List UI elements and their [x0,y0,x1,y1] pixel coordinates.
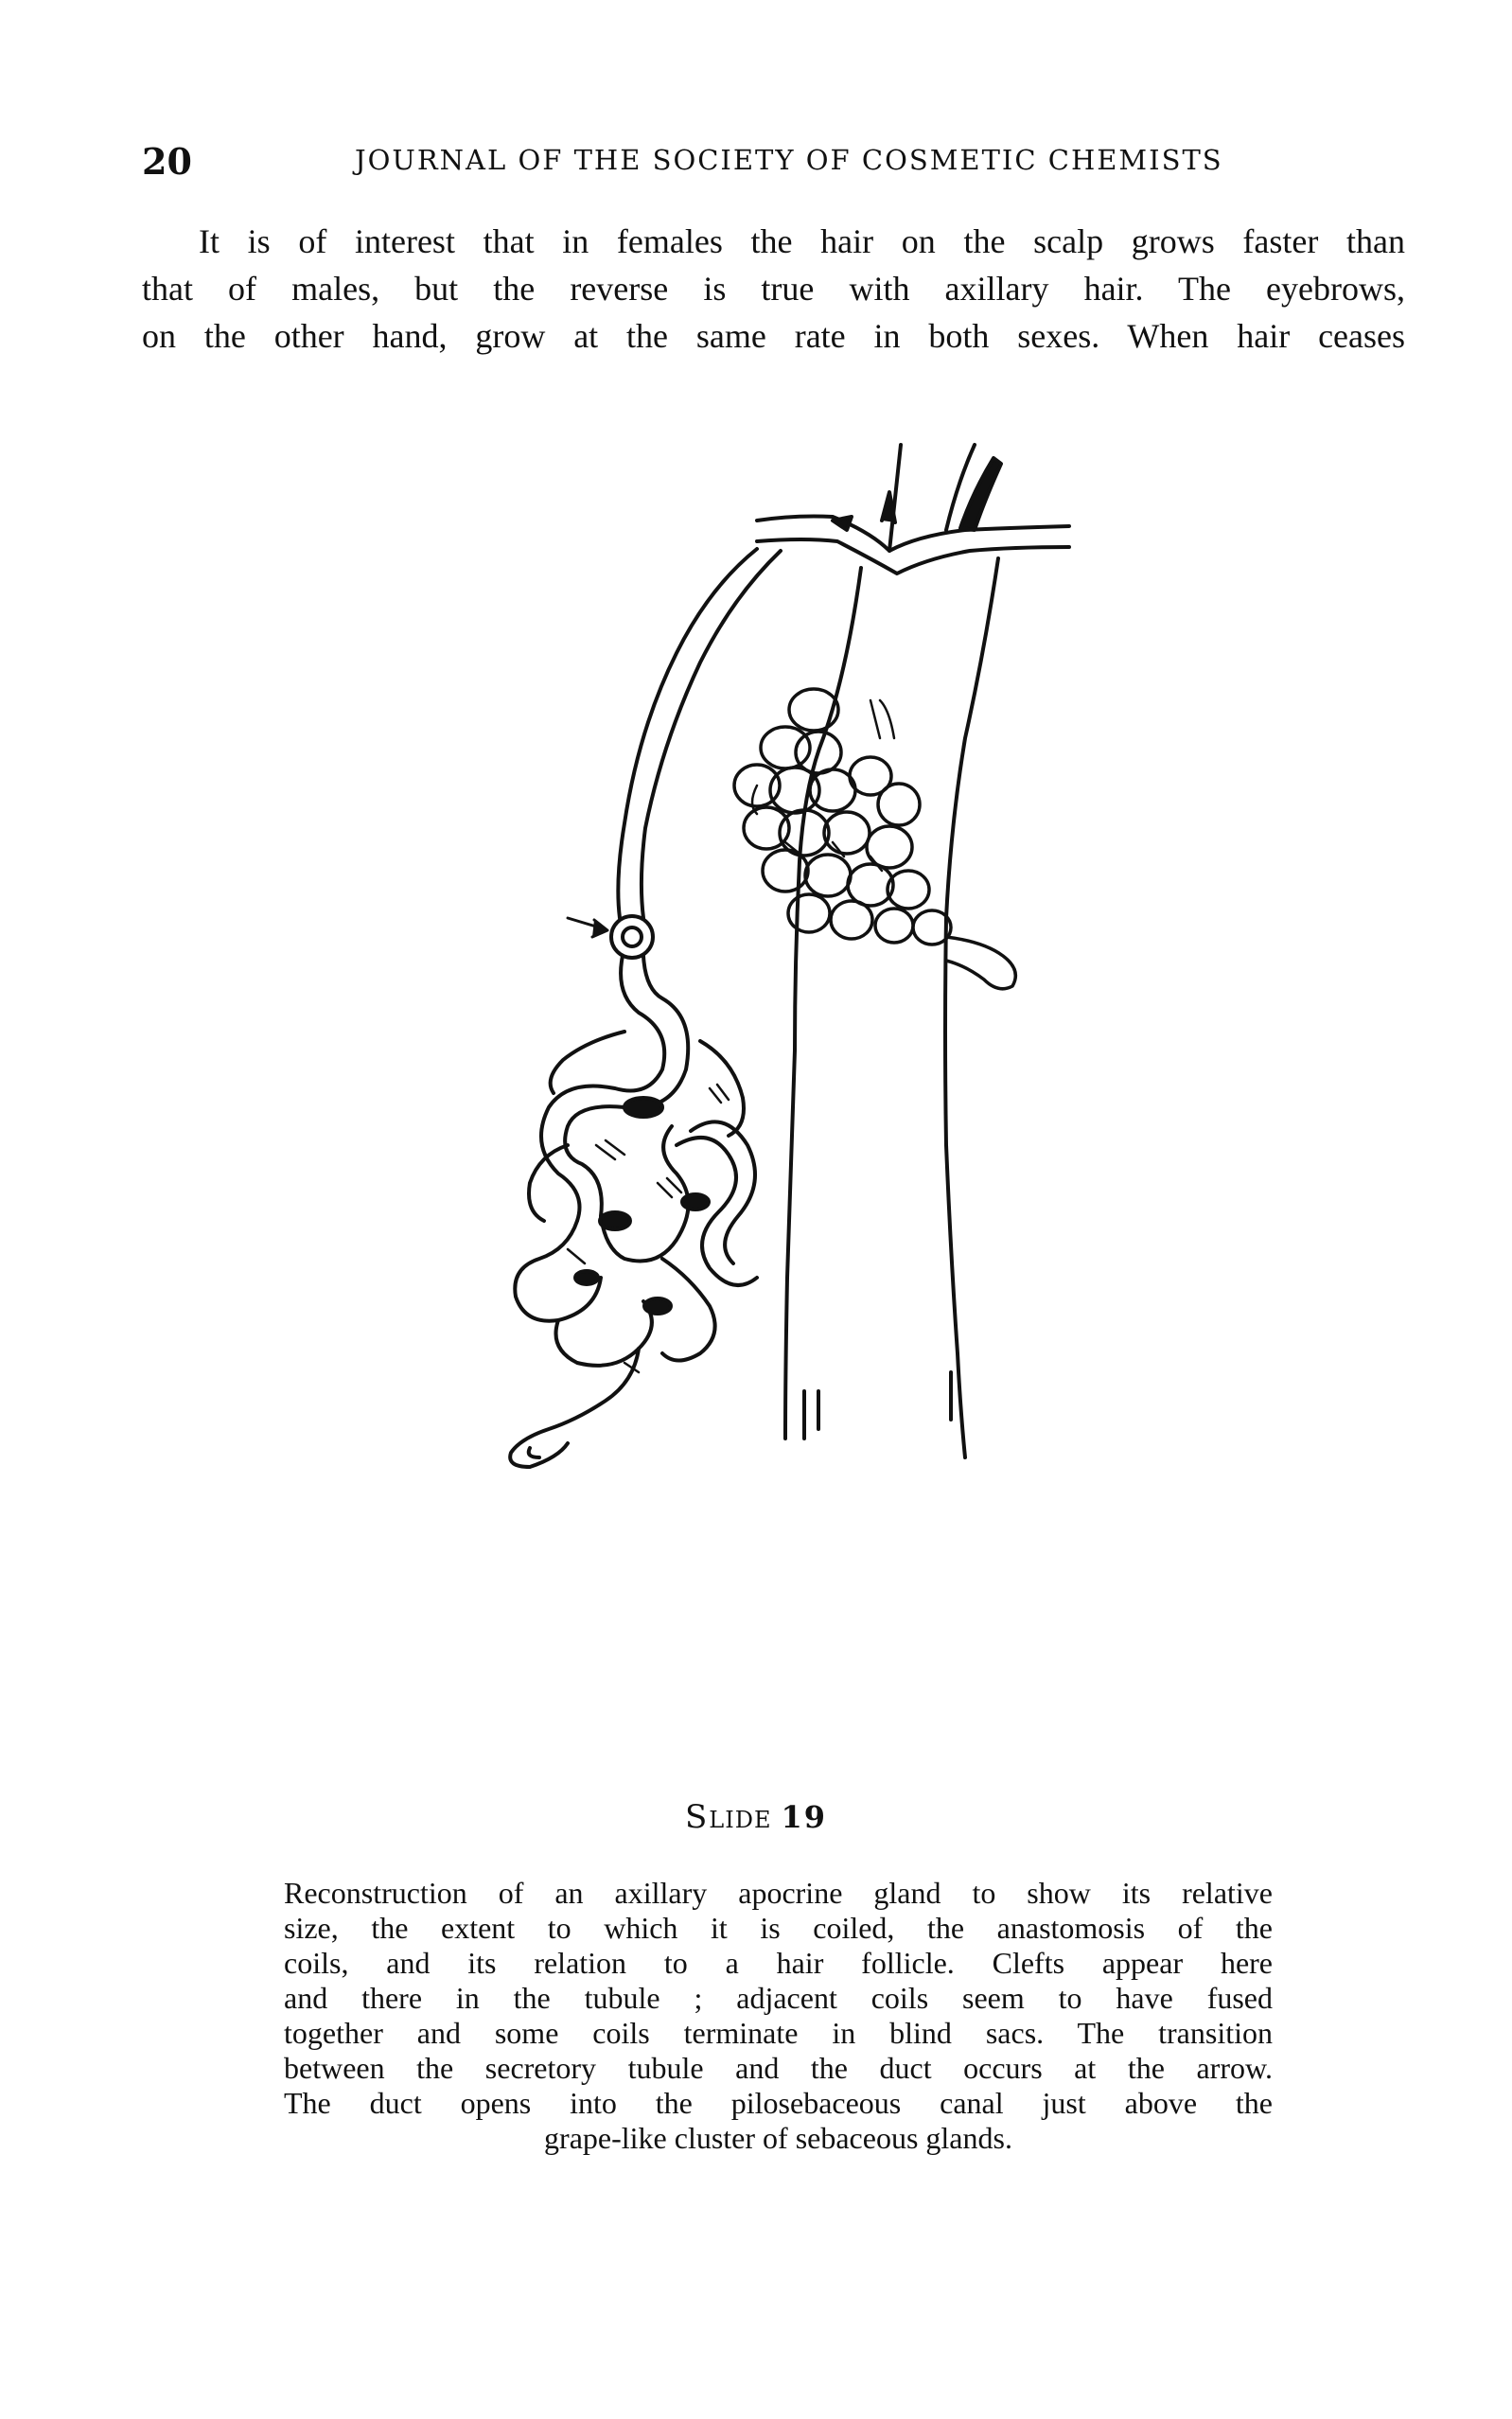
sweat-duct [611,549,781,958]
caption-line: between the secretory tubule and the duct occurs at the arrow. [284,2051,1273,2085]
caption-line: size, the extent to which it is coiled, the anastomosis of the [284,1911,1273,1945]
caption-line: Reconstruction of an axillary apocrine gland to show its relative [284,1876,1273,1910]
page-number: 20 [142,140,192,183]
figure-label [0,1798,1512,1836]
body-paragraph [142,218,1405,360]
apocrine-gland-illustration [473,426,1116,1732]
hair-follicle [785,558,998,1457]
body-line: It is of interest that in females the hair on the scalp grows faster than [199,222,1405,260]
skin-surface [757,517,1069,574]
figure-number: 19 [781,1799,827,1835]
caption-line: The duct opens into the pilosebaceous canal just above the [284,2086,1273,2120]
body-line: on the other hand, grow at the same rate in both sexes. When hair ceases [142,317,1405,355]
figure-caption [284,1876,1273,2156]
caption-line: together and some coils terminate in blind sacs. The transition [284,2016,1273,2050]
caption-line: and there in the tubule ; adjacent coils seem to have fused [284,1981,1273,2015]
caption-line: coils, and its relation to a hair follicle. Clefts appear here [284,1946,1273,1980]
secretory-coil [510,956,757,1467]
figure-label-initial: S [684,1798,710,1836]
figure-label-rest: LIDE [709,1807,772,1833]
transition-arrow [568,918,607,937]
body-line: that of males, but the reverse is true with axillary hair. The eyebrows, [142,270,1405,308]
caption-line: grape-like cluster of sebaceous glands. [544,2121,1012,2155]
sebaceous-gland-cluster [734,689,1015,989]
running-head: JOURNAL OF THE SOCIETY OF COSMETIC CHEMISTS [355,144,1223,176]
